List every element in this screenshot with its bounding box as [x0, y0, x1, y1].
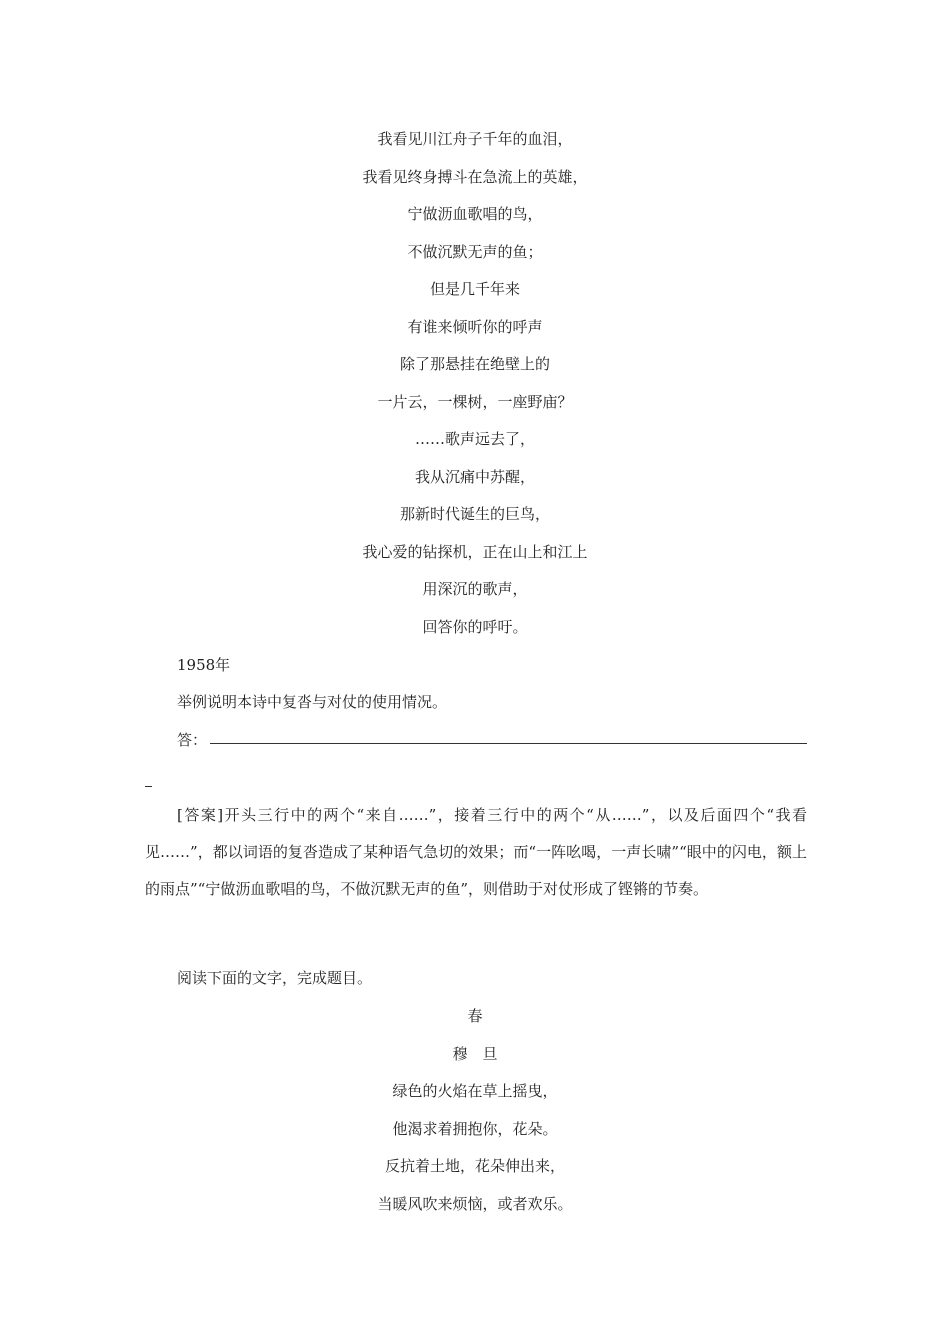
answer-blank-line: [210, 743, 807, 744]
poem-line: 当暖风吹来烦恼，或者欢乐。: [377, 1195, 573, 1213]
poem-line: 回答你的呼吁。: [422, 618, 528, 636]
poem-line: 有谁来倾听你的呼声: [407, 318, 543, 336]
poem-line: 他渴求着拥抱你，花朵。: [392, 1120, 558, 1138]
poem-line: 不做沉默无声的鱼；: [407, 243, 543, 261]
poem-line: 一片云，一棵树，一座野庙？: [377, 393, 573, 411]
poem-line: 反抗着土地，花朵伸出来，: [384, 1157, 565, 1175]
poem-line: 我心爱的钻探机，正在山上和江上: [362, 543, 588, 561]
poem-line: 宁做沥血歌唱的鸟，: [407, 205, 543, 223]
question-prompt: 举例说明本诗中复沓与对仗的使用情况。: [177, 693, 448, 711]
poem-line: ……歌声远去了，: [414, 430, 535, 448]
answer-paragraph: [答案]开头三行中的两个“来自……”，接着三行中的两个“从……”，以及后面四个“我看见……”，都以词语的复沓造成了某种语气急切的效果；而“一阵吆喝，一声长啸”“眼中的闪电，额上的雨点”“宁做沥血歌唱的鸟，不做沉默无声的鱼”，则借助于对仗形成了铿锵的节奏。: [145, 806, 807, 898]
poem-title: 春: [467, 1007, 483, 1025]
reading-instruction: 阅读下面的文字，完成题目。: [177, 969, 373, 987]
answer-label: 答：: [177, 731, 208, 749]
poem-line: 那新时代诞生的巨鸟，: [399, 505, 550, 523]
poem-line: 绿色的火焰在草上摇曳，: [392, 1082, 558, 1100]
poem-line: 我从沉痛中苏醒，: [414, 468, 535, 486]
poem-line: 但是几千年来: [429, 280, 520, 298]
poem-year: 1958年: [177, 656, 231, 674]
poem-line: 用深沉的歌声，: [422, 580, 528, 598]
poem-line: 我看见终身搏斗在急流上的英雄，: [362, 168, 588, 186]
poem-line: 除了那悬挂在绝壁上的: [399, 355, 550, 373]
poem-author: 穆 旦: [452, 1045, 498, 1063]
poem-line: 我看见川江舟子千年的血泪，: [377, 130, 573, 148]
answer-blank-tail: [145, 786, 152, 787]
